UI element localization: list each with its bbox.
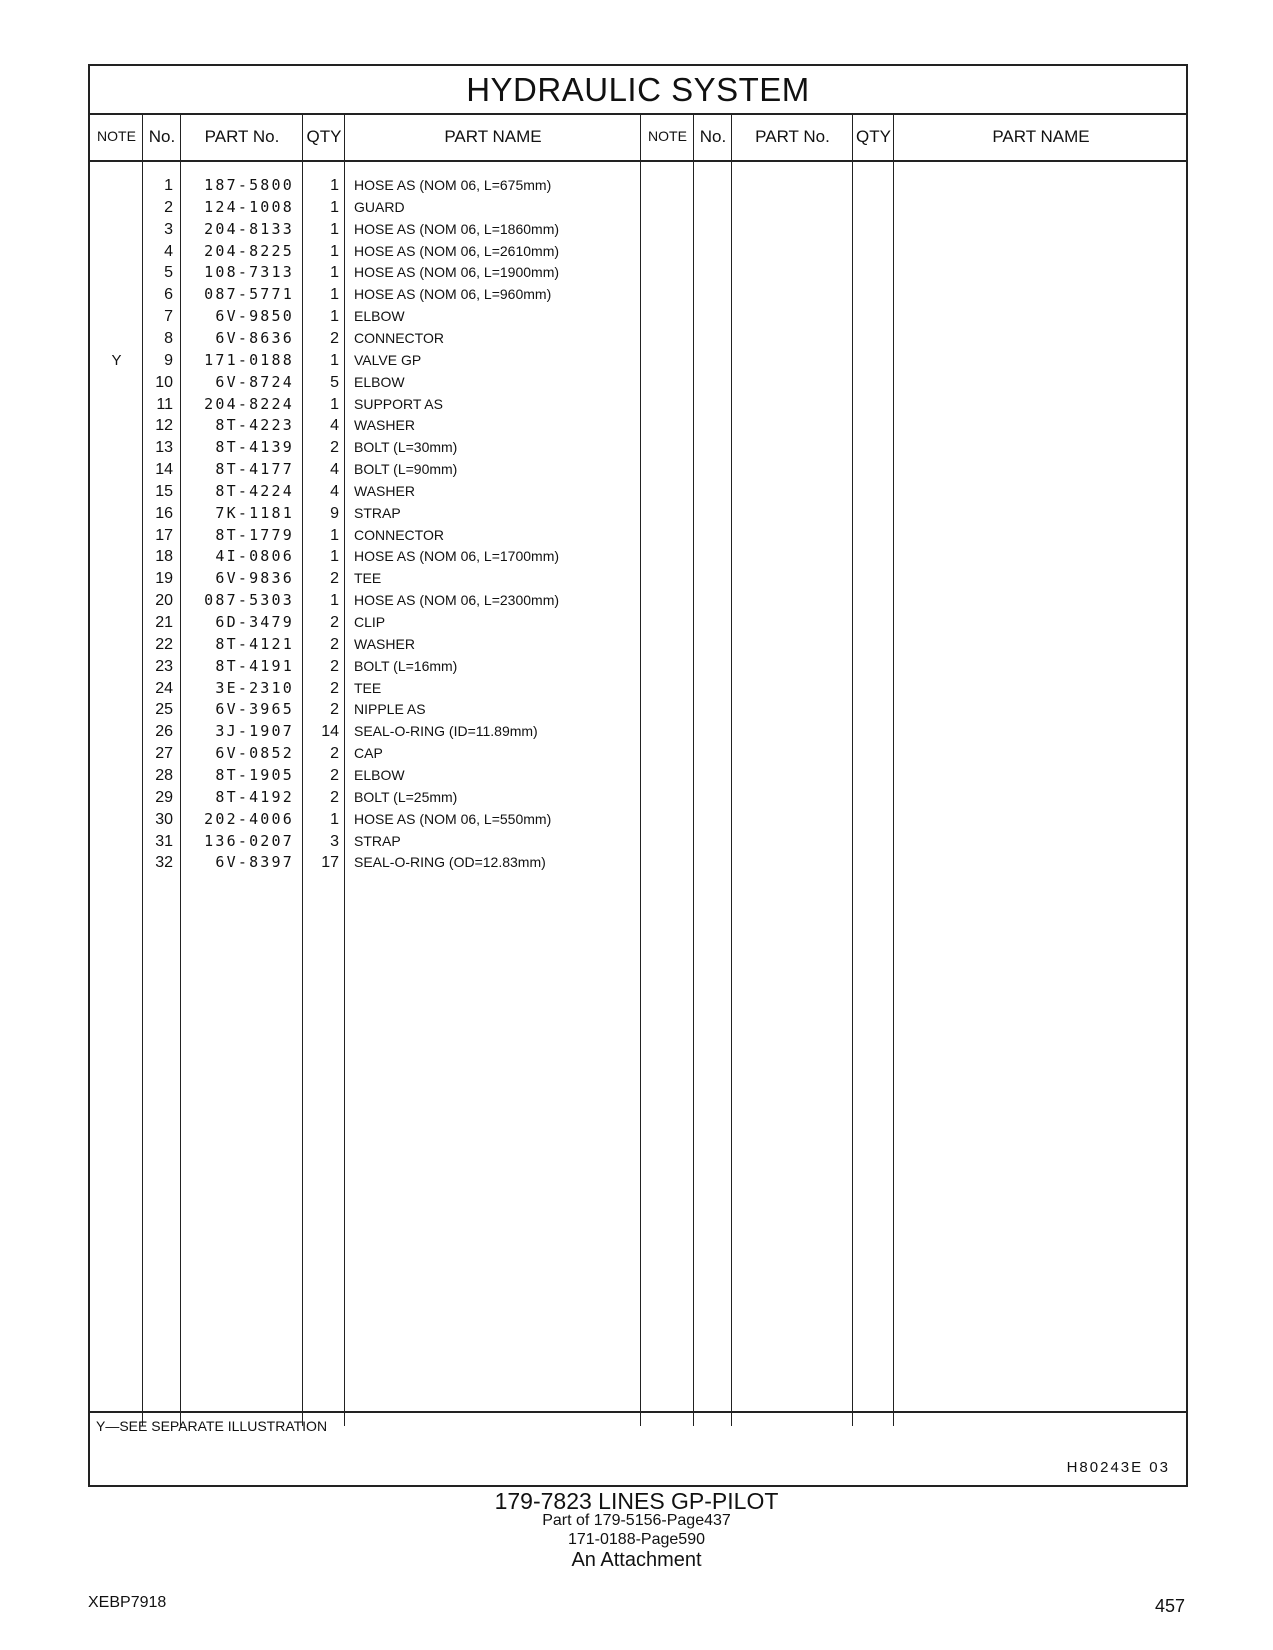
row-part-number: 124-1008 xyxy=(204,197,294,216)
row-part-name: HOSE AS (NOM 06, L=675mm) xyxy=(354,177,552,193)
table-row xyxy=(90,458,1186,481)
row-part-name: HOSE AS (NOM 06, L=550mm) xyxy=(354,810,552,827)
row-number: 16 xyxy=(155,504,173,522)
row-number: 29 xyxy=(155,788,173,806)
row-part-number: 8T-4191 xyxy=(215,656,294,675)
row-note: Y xyxy=(111,351,122,369)
row-number: 2 xyxy=(164,198,173,216)
row-part-number: 6V-9836 xyxy=(215,569,294,588)
row-number: 8 xyxy=(164,329,173,347)
row-number: 10 xyxy=(155,373,173,391)
row-quantity: 2 xyxy=(330,329,339,347)
row-part-name: HOSE AS (NOM 06, L=1860mm) xyxy=(354,220,560,237)
row-part-name: STRAP xyxy=(354,504,401,521)
table-row xyxy=(90,327,1186,350)
row-quantity: 2 xyxy=(330,439,339,457)
row-part-name: ELBOW xyxy=(354,373,405,390)
row-part-number: 8T-4121 xyxy=(215,634,294,653)
header-no-right: No. xyxy=(699,127,727,146)
row-part-name: BOLT (L=90mm) xyxy=(354,461,458,478)
row-part-number: 171-0188 xyxy=(204,350,294,369)
table-row xyxy=(90,305,1186,328)
row-quantity: 3 xyxy=(330,832,339,850)
row-part-number: 3E-2310 xyxy=(215,678,294,697)
row-part-name: CLIP xyxy=(354,614,386,630)
row-quantity: 1 xyxy=(330,177,339,194)
table-row xyxy=(90,830,1186,853)
row-number: 5 xyxy=(164,264,173,282)
row-part-number: 6V-8397 xyxy=(215,853,294,872)
row-part-name: SUPPORT AS xyxy=(354,395,443,412)
header-note: NOTE xyxy=(97,128,136,144)
row-part-name: CAP xyxy=(354,745,383,762)
row-quantity: 17 xyxy=(321,854,339,872)
row-quantity: 2 xyxy=(330,788,339,806)
row-part-number: 204-8225 xyxy=(204,241,294,260)
row-part-name: GUARD xyxy=(354,198,405,215)
table-row xyxy=(90,720,1186,743)
table-row xyxy=(90,611,1186,634)
table-row xyxy=(90,545,1186,568)
table-row xyxy=(90,283,1186,306)
table-row xyxy=(90,240,1186,263)
row-part-name: HOSE AS (NOM 06, L=2610mm) xyxy=(354,242,560,259)
footnote: Y—SEE SEPARATE ILLUSTRATION xyxy=(96,1418,328,1434)
row-number: 27 xyxy=(155,745,173,763)
row-quantity: 1 xyxy=(330,351,339,369)
row-number: 30 xyxy=(155,810,173,828)
row-part-number: 7K-1181 xyxy=(215,503,294,522)
header-qty: QTY xyxy=(306,127,342,146)
row-number: 11 xyxy=(156,395,173,413)
row-part-name: TEE xyxy=(354,679,382,696)
row-part-name: ELBOW xyxy=(354,766,405,783)
row-number: 21 xyxy=(155,614,173,631)
row-number: 18 xyxy=(155,548,173,566)
table-row xyxy=(90,567,1186,590)
row-part-number: 136-0207 xyxy=(204,831,294,850)
row-part-number: 108-7313 xyxy=(204,263,294,282)
row-quantity: 1 xyxy=(330,526,339,544)
table-row xyxy=(90,218,1186,241)
row-quantity: 1 xyxy=(330,264,339,282)
parent-reference: Part of 179-5156-Page437 xyxy=(542,1512,731,1529)
drawing-code: H80243E 03 xyxy=(1066,1459,1170,1476)
row-part-number: 204-8224 xyxy=(204,394,294,413)
table-row xyxy=(90,742,1186,765)
row-part-name: HOSE AS (NOM 06, L=2300mm) xyxy=(354,592,560,609)
header-part-name: PART NAME xyxy=(444,127,542,146)
header-no: No. xyxy=(148,127,176,146)
table-row xyxy=(90,174,1186,197)
row-quantity: 1 xyxy=(330,220,339,238)
row-number: 24 xyxy=(155,679,173,697)
row-part-number: 8T-1779 xyxy=(215,525,294,544)
row-number: 6 xyxy=(164,286,173,304)
row-part-name: SEAL-O-RING (OD=12.83mm) xyxy=(354,854,546,871)
table-row xyxy=(90,196,1186,219)
row-part-number: 6V-0852 xyxy=(215,744,294,763)
header-part-name-right: PART NAME xyxy=(992,127,1090,146)
row-number: 15 xyxy=(155,482,173,500)
table-row xyxy=(90,808,1186,831)
row-number: 4 xyxy=(164,242,173,260)
row-part-number: 6V-3965 xyxy=(215,700,294,719)
table-row xyxy=(90,655,1186,678)
row-quantity: 4 xyxy=(330,417,339,435)
document-id: XEBP7918 xyxy=(88,1594,167,1611)
row-quantity: 2 xyxy=(330,614,339,631)
row-part-name: HOSE AS (NOM 06, L=1900mm) xyxy=(354,264,560,281)
row-part-name: WASHER xyxy=(354,482,415,499)
row-number: 25 xyxy=(155,701,173,719)
row-part-number: 3J-1907 xyxy=(215,722,294,741)
row-quantity: 2 xyxy=(330,745,339,763)
row-number: 14 xyxy=(155,461,173,479)
row-number: 23 xyxy=(155,657,173,675)
row-quantity: 1 xyxy=(330,592,339,610)
row-quantity: 1 xyxy=(330,308,339,326)
header-note-right: NOTE xyxy=(648,128,687,144)
page-number: 457 xyxy=(1154,1596,1185,1616)
child-reference: 171-0188-Page590 xyxy=(567,1531,705,1548)
row-quantity: 2 xyxy=(330,657,339,675)
row-quantity: 1 xyxy=(330,548,339,566)
row-number: 17 xyxy=(155,526,173,544)
row-quantity: 2 xyxy=(330,635,339,653)
row-part-name: VALVE GP xyxy=(354,351,422,368)
row-quantity: 1 xyxy=(330,395,339,413)
table-header xyxy=(90,113,1186,162)
group-caption: 179-7823 LINES GP-PILOT xyxy=(494,1488,779,1514)
row-number: 19 xyxy=(155,570,173,588)
row-part-number: 8T-4139 xyxy=(215,438,294,457)
table-row xyxy=(90,524,1186,547)
table-row xyxy=(90,851,1186,874)
row-part-number: 202-4006 xyxy=(204,809,294,828)
row-quantity: 9 xyxy=(330,504,339,522)
row-part-name: STRAP xyxy=(354,832,401,849)
row-quantity: 1 xyxy=(330,242,339,260)
row-part-name: SEAL-O-RING (ID=11.89mm) xyxy=(354,723,538,740)
row-quantity: 1 xyxy=(330,810,339,828)
row-part-name: TEE xyxy=(354,570,382,587)
row-number: 3 xyxy=(164,220,173,238)
row-quantity: 1 xyxy=(330,198,339,216)
row-quantity: 5 xyxy=(330,373,339,391)
row-quantity: 2 xyxy=(330,701,339,719)
table-row xyxy=(90,786,1186,809)
parts-table-frame xyxy=(88,64,1188,1487)
row-quantity: 4 xyxy=(330,461,339,479)
row-part-number: 6D-3479 xyxy=(215,613,294,631)
row-number: 31 xyxy=(155,832,173,850)
row-part-name: WASHER xyxy=(354,635,415,652)
table-row xyxy=(90,261,1186,284)
header-part-no-right: PART No. xyxy=(755,127,830,146)
table-row xyxy=(90,764,1186,787)
row-part-number: 087-5303 xyxy=(204,591,294,610)
row-quantity: 14 xyxy=(321,723,339,741)
table-bottom-rule xyxy=(90,1411,1186,1413)
row-part-number: 8T-4177 xyxy=(215,460,294,479)
table-row xyxy=(90,677,1186,700)
row-part-number: 8T-4192 xyxy=(215,787,294,806)
table-row xyxy=(90,502,1186,525)
attachment-label: An Attachment xyxy=(571,1549,702,1571)
row-part-name: HOSE AS (NOM 06, L=1700mm) xyxy=(354,548,560,565)
row-quantity: 2 xyxy=(330,766,339,784)
table-row xyxy=(90,698,1186,721)
row-part-number: 6V-8724 xyxy=(215,372,294,391)
row-part-number: 8T-1905 xyxy=(215,765,294,784)
parts-list xyxy=(90,162,1186,1427)
row-part-name: WASHER xyxy=(354,417,415,434)
row-part-number: 8T-4224 xyxy=(215,481,294,500)
table-row xyxy=(90,349,1186,372)
row-quantity: 1 xyxy=(330,286,339,304)
row-part-number: 187-5800 xyxy=(204,176,294,194)
row-part-name: ELBOW xyxy=(354,308,405,325)
table-row xyxy=(90,633,1186,656)
row-number: 20 xyxy=(155,592,173,610)
row-number: 9 xyxy=(164,351,173,369)
table-row xyxy=(90,393,1186,416)
table-row xyxy=(90,436,1186,459)
section-title: HYDRAULIC SYSTEM xyxy=(90,66,1186,115)
row-quantity: 2 xyxy=(330,679,339,697)
row-part-number: 204-8133 xyxy=(204,219,294,238)
row-number: 26 xyxy=(155,723,173,741)
table-row xyxy=(90,371,1186,394)
header-qty-right: QTY xyxy=(856,127,891,146)
row-part-name: BOLT (L=30mm) xyxy=(354,439,458,456)
row-number: 28 xyxy=(155,766,173,784)
table-row xyxy=(90,480,1186,503)
row-quantity: 4 xyxy=(330,482,339,500)
row-part-number: 087-5771 xyxy=(204,285,294,304)
row-number: 7 xyxy=(164,308,173,326)
row-quantity: 2 xyxy=(330,570,339,588)
row-number: 13 xyxy=(155,439,173,457)
row-part-name: CONNECTOR xyxy=(354,329,444,346)
row-part-number: 6V-8636 xyxy=(215,328,294,347)
row-part-name: BOLT (L=25mm) xyxy=(354,788,458,805)
row-number: 22 xyxy=(155,635,173,653)
row-part-name: CONNECTOR xyxy=(354,526,444,543)
table-row xyxy=(90,414,1186,437)
row-part-number: 6V-9850 xyxy=(215,307,294,326)
row-part-name: HOSE AS (NOM 06, L=960mm) xyxy=(354,286,552,303)
row-part-number: 8T-4223 xyxy=(215,416,294,435)
row-number: 1 xyxy=(164,177,173,194)
table-row xyxy=(90,589,1186,612)
row-number: 12 xyxy=(155,417,173,435)
row-part-name: NIPPLE AS xyxy=(354,701,426,718)
row-part-number: 4I-0806 xyxy=(215,547,294,566)
row-number: 32 xyxy=(155,854,173,872)
row-part-name: BOLT (L=16mm) xyxy=(354,657,458,674)
header-part-no: PART No. xyxy=(204,127,280,146)
